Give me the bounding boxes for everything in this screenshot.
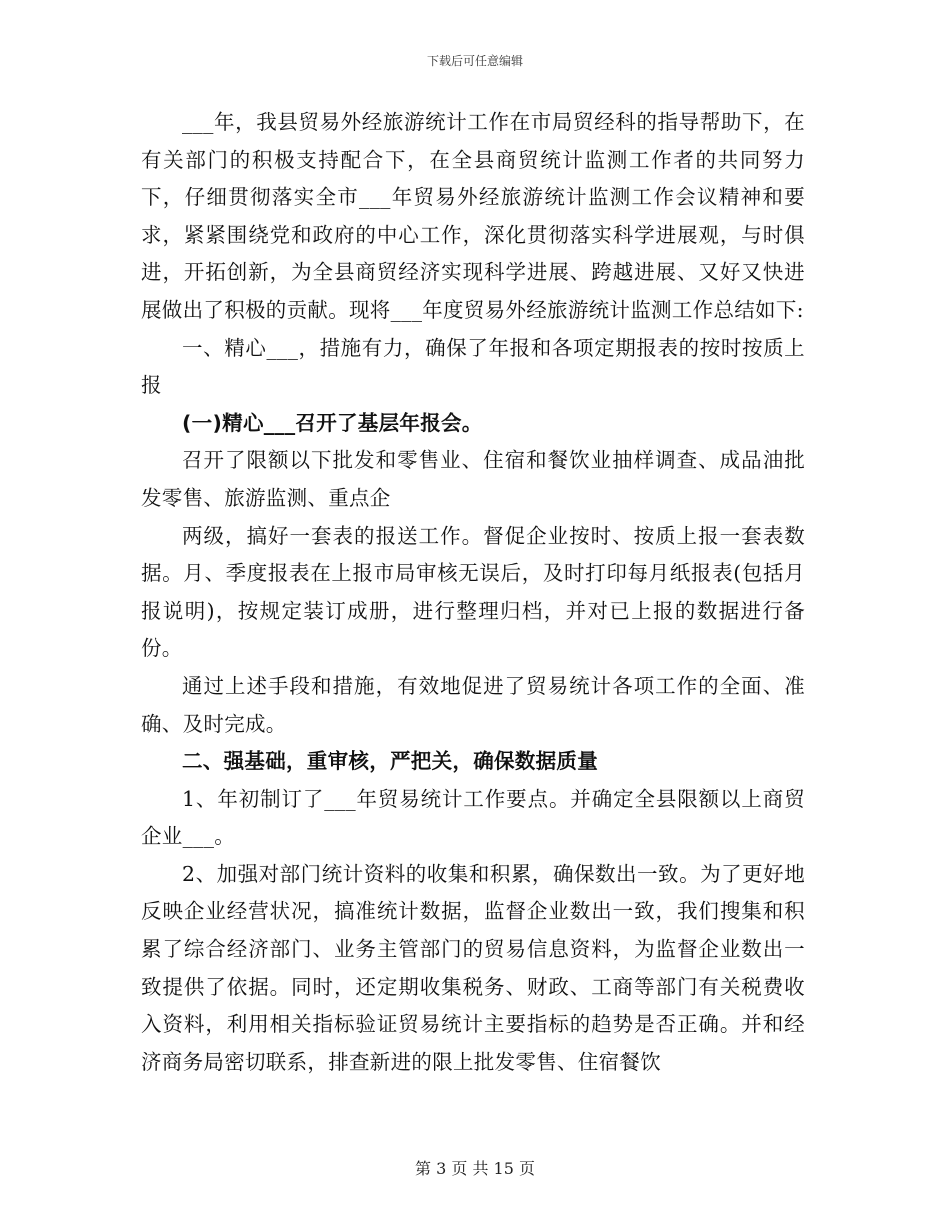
- subsection-heading-1-1: (一)精心___召开了基层年报会。: [182, 410, 483, 435]
- section-heading-2: 二、强基础，重审核，严把关，确保数据质量: [182, 749, 598, 774]
- page-footer: 第 3 页 共 15 页: [415, 1159, 535, 1178]
- paragraph-item-1: 1、年初制订了___年贸易统计工作要点。并确定全县限额以上商贸企业___。: [141, 786, 805, 849]
- paragraph-survey: 召开了限额以下批发和零售业、住宿和餐饮业抽样调查、成品油批发零售、旅游监测、重点企: [141, 448, 805, 510]
- page-header: 下载后可任意编辑: [426, 54, 523, 68]
- section-heading-1: 一、精心___，措施有力，确保了年报和各项定期报表的按时按质上报: [141, 335, 805, 398]
- paragraph-item-2: 2、加强对部门统计资料的收集和积累，确保数出一致。为了更好地反映企业经营状况，搞准统计数据，监督企业数出一致，我们搜集和积累了综合经济部门、业务主管部门的贸易信息资料，为监督企业数出一致提供了依据。同时，还定期收集税务、财政、工商等部门有关税费收入资料，利用相关指标验证贸易统计主要指标的趋势是否正确。并和经济商务局密切联系，排查新进的限上批发零售、住宿餐饮: [141, 861, 805, 1074]
- paragraph-reporting: 两级，搞好一套表的报送工作。督促企业按时、按质上报一套表数据。月、季度报表在上报市局审核无误后，及时打印每月纸报表(包括月报说明)，按规定装订成册，进行整理归档，并对已上报的数据进行备份。: [141, 523, 805, 661]
- paragraph-intro: ___年，我县贸易外经旅游统计工作在市局贸经科的指导帮助下，在有关部门的积极支持配合下，在全县商贸统计监测工作者的共同努力下，仔细贯彻落实全市___年贸易外经旅游统计监测工作会议精神和要求，紧紧围绕党和政府的中心工作，深化贯彻落实科学进展观，与时俱进，开拓创新，为全县商贸经济实现科学进展、跨越进展、又好又快进展做出了积极的贡献。现将___年度贸易外经旅游统计监测工作总结如下:: [141, 110, 805, 322]
- document-body: [141, 104, 805, 1081]
- paragraph-summary: 通过上述手段和措施，有效地促进了贸易统计各项工作的全面、准确、及时完成。: [141, 673, 805, 736]
